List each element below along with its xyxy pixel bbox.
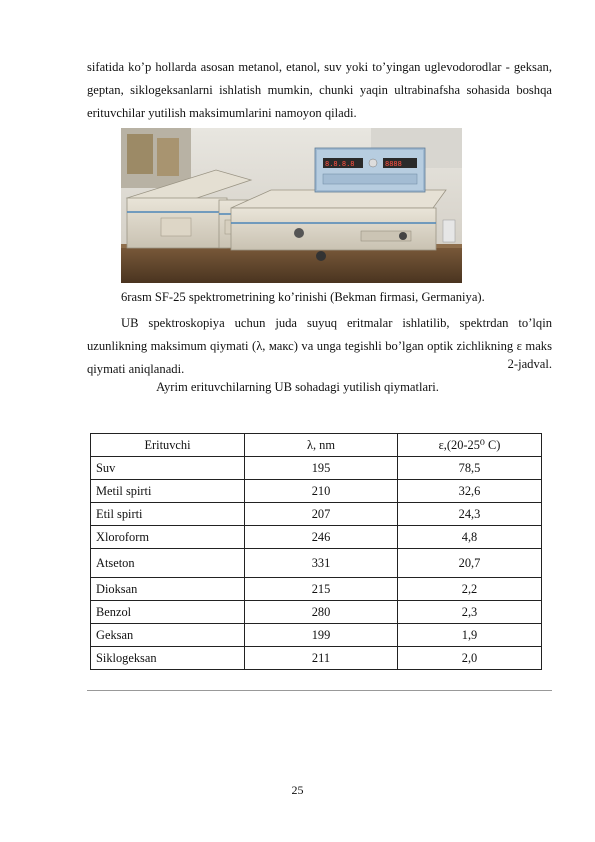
cell-solvent: Suv xyxy=(91,457,245,480)
table-row xyxy=(91,526,542,549)
table-row xyxy=(91,647,542,670)
cell-solvent: Metil spirti xyxy=(91,480,245,503)
cell-solvent: Benzol xyxy=(91,601,245,624)
cell-solvent: Etil spirti xyxy=(91,503,245,526)
cell-epsilon: 2,2 xyxy=(398,578,542,601)
cell-epsilon: 2,0 xyxy=(398,647,542,670)
spectrometer-photo xyxy=(121,128,462,283)
intro-paragraph: sifatida ko’p hollarda asosan metanol, etanol, suv yoki to’yingan uglevodorodlar - geksan, geptan, siklogeksanlarni ishlatish mumkin, chunki yaqin ultrabinafsha sohasida boshqa erituvchilar yutilish maksimumlarini namoyon qiladi. xyxy=(87,60,552,120)
display-readout-2: 8888 xyxy=(385,160,402,168)
cell-epsilon: 78,5 xyxy=(398,457,542,480)
table-row xyxy=(91,480,542,503)
cell-wavelength: 280 xyxy=(245,601,398,624)
cell-epsilon: 20,7 xyxy=(398,549,542,578)
cell-wavelength: 210 xyxy=(245,480,398,503)
table-row xyxy=(91,601,542,624)
spectrometer-illustration xyxy=(121,128,462,283)
cell-epsilon: 1,9 xyxy=(398,624,542,647)
table-number: 2-jadval. xyxy=(507,357,552,371)
table-row xyxy=(91,457,542,480)
header-wavelength: λ, nm xyxy=(245,434,398,457)
table-header-row xyxy=(91,434,542,457)
cell-epsilon: 2,3 xyxy=(398,601,542,624)
cell-wavelength: 207 xyxy=(245,503,398,526)
header-solvent: Erituvchi xyxy=(91,434,245,457)
cell-epsilon: 4,8 xyxy=(398,526,542,549)
cell-solvent: Geksan xyxy=(91,624,245,647)
cell-wavelength: 215 xyxy=(245,578,398,601)
figure-caption: 6rasm SF-25 spektrometrining ko’rinishi (Bekman firmasi, Germaniya). xyxy=(121,290,485,304)
cell-solvent: Siklogeksan xyxy=(91,647,245,670)
cell-wavelength: 211 xyxy=(245,647,398,670)
cell-wavelength: 199 xyxy=(245,624,398,647)
page-number: 25 xyxy=(291,783,304,797)
cell-wavelength: 331 xyxy=(245,549,398,578)
cell-solvent: Dioksan xyxy=(91,578,245,601)
table-title: Ayrim erituvchilarning UB sohadagi yutilish qiymatlari. xyxy=(156,380,439,394)
table-row xyxy=(91,503,542,526)
body-paragraph: UB spektroskopiya uchun juda suyuq eritmalar ishlatilib, spektrdan to’lqin uzunlikning maksimum qiymati (λ, макс) va unga tegishli bo’lgan optik zichlikning ε maks qiymati aniqlanadi. xyxy=(87,316,552,376)
cell-solvent: Xloroform xyxy=(91,526,245,549)
table-row xyxy=(91,624,542,647)
table-row xyxy=(91,549,542,578)
solvent-absorption-table xyxy=(90,433,542,670)
cell-wavelength: 195 xyxy=(245,457,398,480)
cell-wavelength: 246 xyxy=(245,526,398,549)
footer-divider xyxy=(87,690,552,691)
cell-epsilon: 24,3 xyxy=(398,503,542,526)
cell-solvent: Atseton xyxy=(91,549,245,578)
cell-epsilon: 32,6 xyxy=(398,480,542,503)
display-readout-1: 8.8.8.8 xyxy=(325,160,355,168)
header-epsilon: ε,(20-25⁰ C) xyxy=(398,434,542,457)
table-row xyxy=(91,578,542,601)
